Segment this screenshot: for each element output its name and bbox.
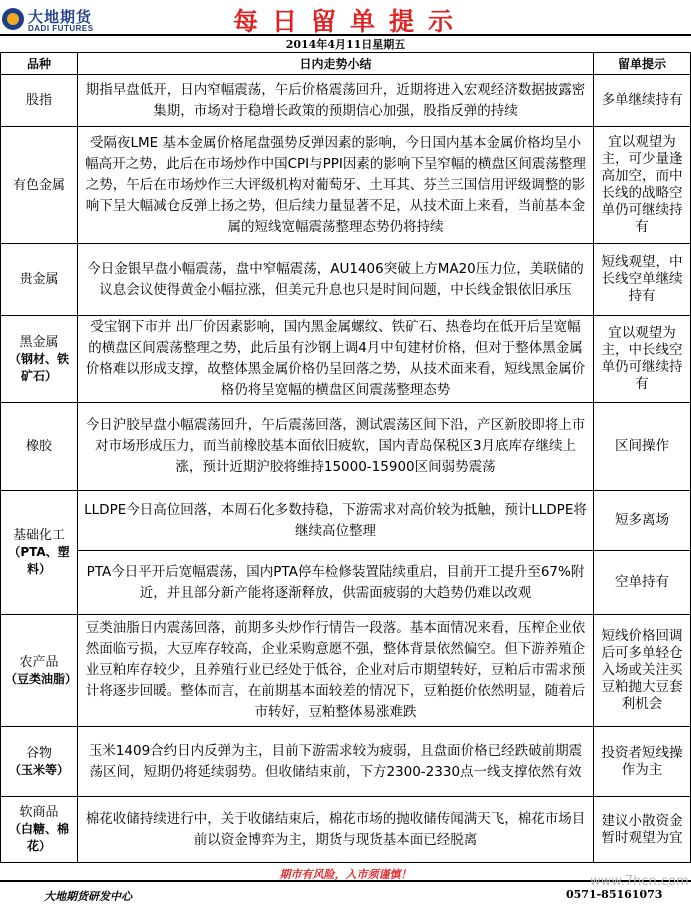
report-date: 2014年4月11日星期五 — [285, 38, 406, 51]
category-name: 黑金属 — [19, 334, 59, 350]
advice-table — [0, 52, 691, 863]
header — [0, 0, 691, 36]
category-name: 农产品 — [19, 654, 59, 670]
site-watermark: www.7hcn.com — [590, 874, 689, 889]
contact-phone: 0571-85161073 — [566, 888, 663, 901]
category-cell — [1, 491, 78, 615]
table-row — [1, 75, 691, 127]
category-name: 橡胶 — [25, 439, 52, 454]
tip-cell: 短线价格回调后可多单轻仓入场或关注买豆粕抛大豆套利机会 — [594, 615, 691, 727]
category-name: 贵金属 — [19, 272, 59, 287]
category-cell — [1, 615, 78, 727]
page-title: 每日留单提示 — [232, 7, 467, 36]
tip-cell: 空单持有 — [594, 551, 691, 615]
category-name: 软商品 — [19, 805, 59, 820]
tip-cell: 多单继续持有 — [594, 75, 691, 127]
category-name: 股指 — [25, 93, 52, 108]
category-subname: （PTA、塑料） — [8, 545, 70, 576]
table-row — [1, 551, 691, 615]
research-center-name: 大地期货研发中心 — [44, 890, 132, 903]
summary-cell: PTA今日平开后宽幅震荡，国内PTA停车检修装置陆续重启，目前开工提升至67%附近，并且部分新产能将逐渐释放，供需面疲弱的大趋势仍难以改观 — [78, 551, 594, 615]
category-name: 基础化工 — [12, 528, 65, 543]
tip-cell: 宜以观望为主，可少量逢高加空，而中长线的战略空单仍可继续持有 — [594, 127, 691, 244]
table-row — [1, 797, 691, 863]
table-row — [1, 403, 691, 491]
summary-cell: 今日沪胶早盘小幅震荡回升，午后震荡回落，测试震荡区间下沿，产区新胶即将上市对市场形成压力，而当前橡胶基本面依旧疲软，国内青岛保税区3月底库存继续上涨，预计近期沪胶将维持15000-15900区间弱势震荡 — [78, 403, 594, 491]
table-row — [1, 244, 691, 316]
category-cell — [1, 727, 78, 797]
table-row — [1, 727, 691, 797]
category-cell — [1, 403, 78, 491]
tip-cell: 区间操作 — [594, 403, 691, 491]
category-cell — [1, 127, 78, 244]
table-header-row — [1, 53, 691, 75]
category-subname: （豆类油脂） — [5, 671, 78, 686]
table-row — [1, 491, 691, 551]
category-cell — [1, 244, 78, 316]
footer — [0, 880, 691, 906]
tip-cell: 投资者短线操作为主 — [594, 727, 691, 797]
tip-cell: 短多离场 — [594, 491, 691, 551]
summary-cell: 玉米1409合约日内反弹为主，目前下游需求较为疲弱，且盘面价格已经跌破前期震荡区间，短期仍将延续弱势。但收储结束前，下方2300-2330点一线支撑依然有效 — [78, 727, 594, 797]
summary-cell: 受宝钢下市并 出厂价因素影响，国内黑金属螺纹、铁矿石、热卷均在低开后呈宽幅的横盘区间震荡整理之势，此后虽有沙钢上调4月中旬建材价格，但对于整体黑金属价格难以形成支撑，故整体黑金属价格仍呈回落之势，从技术面来看，短线黑金属价格仍将呈宽幅的横盘区间震荡整理态势 — [78, 316, 594, 403]
logo-icon — [2, 8, 24, 30]
category-subname: （白糖、棉花） — [8, 822, 69, 853]
tip-cell: 宜以观望为主，中长线空单仍可继续持有 — [594, 316, 691, 403]
table-row — [1, 127, 691, 244]
category-cell — [1, 316, 78, 403]
summary-cell: 豆类油脂日内震荡回落，前期多头炒作行情告一段落。基本面情况来看，压榨企业依然面临亏损，大豆库存较高，企业采购意愿不强，整体背景依然偏空。但下游养殖企业豆粕库存较少，且养殖行业已经处于低谷，企业对后市期望转好，豆粕后市需求预计将逐步回暖。整体而言，在前期基本面较差的情况下，豆粕挺价依然明显，随着后市转好，豆粕整体易涨难跌 — [78, 615, 594, 727]
summary-cell: 受隔夜LME 基本金属价格尾盘强势反弹因素的影响，今日国内基本金属价格均呈小幅高开之势，此后在市场炒作中国CPI与PPI因素的影响下呈窄幅的横盘区间震荡整理之势，午后在市场炒作三大评级机构对葡萄牙、土耳其、芬兰三国信用评级调整的影响下呈大幅减仓反弹上扬之势，但后续力量显著不足，从技术面上来看，当前基本金属的短线宽幅震荡整理态势仍将持续 — [78, 127, 594, 244]
logo-chinese-name: 大地期货 — [28, 8, 93, 26]
tip-cell: 建议小散资金暂时观望为宜 — [594, 797, 691, 863]
column-header-tip: 留单提示 — [594, 53, 691, 75]
category-cell — [1, 75, 78, 127]
category-subname: （玉米等） — [8, 762, 69, 777]
summary-cell: 今日金银早盘小幅震荡，盘中窄幅震荡，AU1406突破上方MA20压力位，美联储的议息会议使得黄金小幅拉涨，但美元升息也只是时间问题，中长线金银依旧承压 — [78, 244, 594, 316]
risk-warning: 期市有风险，入市须谨慎！ — [279, 868, 412, 881]
column-header-summary: 日内走势小结 — [78, 53, 594, 75]
category-name: 有色金属 — [12, 177, 65, 193]
summary-cell: 棉花收储持续进行中，关于收储结束后，棉花市场的抛收储传闻满天飞，棉花市场目前以资金博弈为主，期货与现货基本面已经脱离 — [78, 797, 594, 863]
logo-english-name: DADI FUTURES — [28, 24, 94, 33]
summary-cell: LLDPE今日高位回落，本周石化多数持稳，下游需求对高价较为抵触，预计LLDPE将继续高位整理 — [78, 491, 594, 551]
table-row — [1, 615, 691, 727]
tip-cell: 短线观望，中长线空单继续持有 — [594, 244, 691, 316]
column-header-variety: 品种 — [1, 53, 78, 75]
category-name: 谷物 — [25, 745, 52, 761]
category-subname: （钢材、铁矿石） — [8, 351, 69, 383]
summary-cell: 期指早盘低开，日内窄幅震荡，午后价格震荡回升，近期将进入宏观经济数据披露密集期，市场对于稳增长政策的预期信心加强，股指反弹的持续 — [78, 75, 594, 127]
company-logo — [2, 6, 132, 34]
category-cell — [1, 797, 78, 863]
table-row — [1, 316, 691, 403]
